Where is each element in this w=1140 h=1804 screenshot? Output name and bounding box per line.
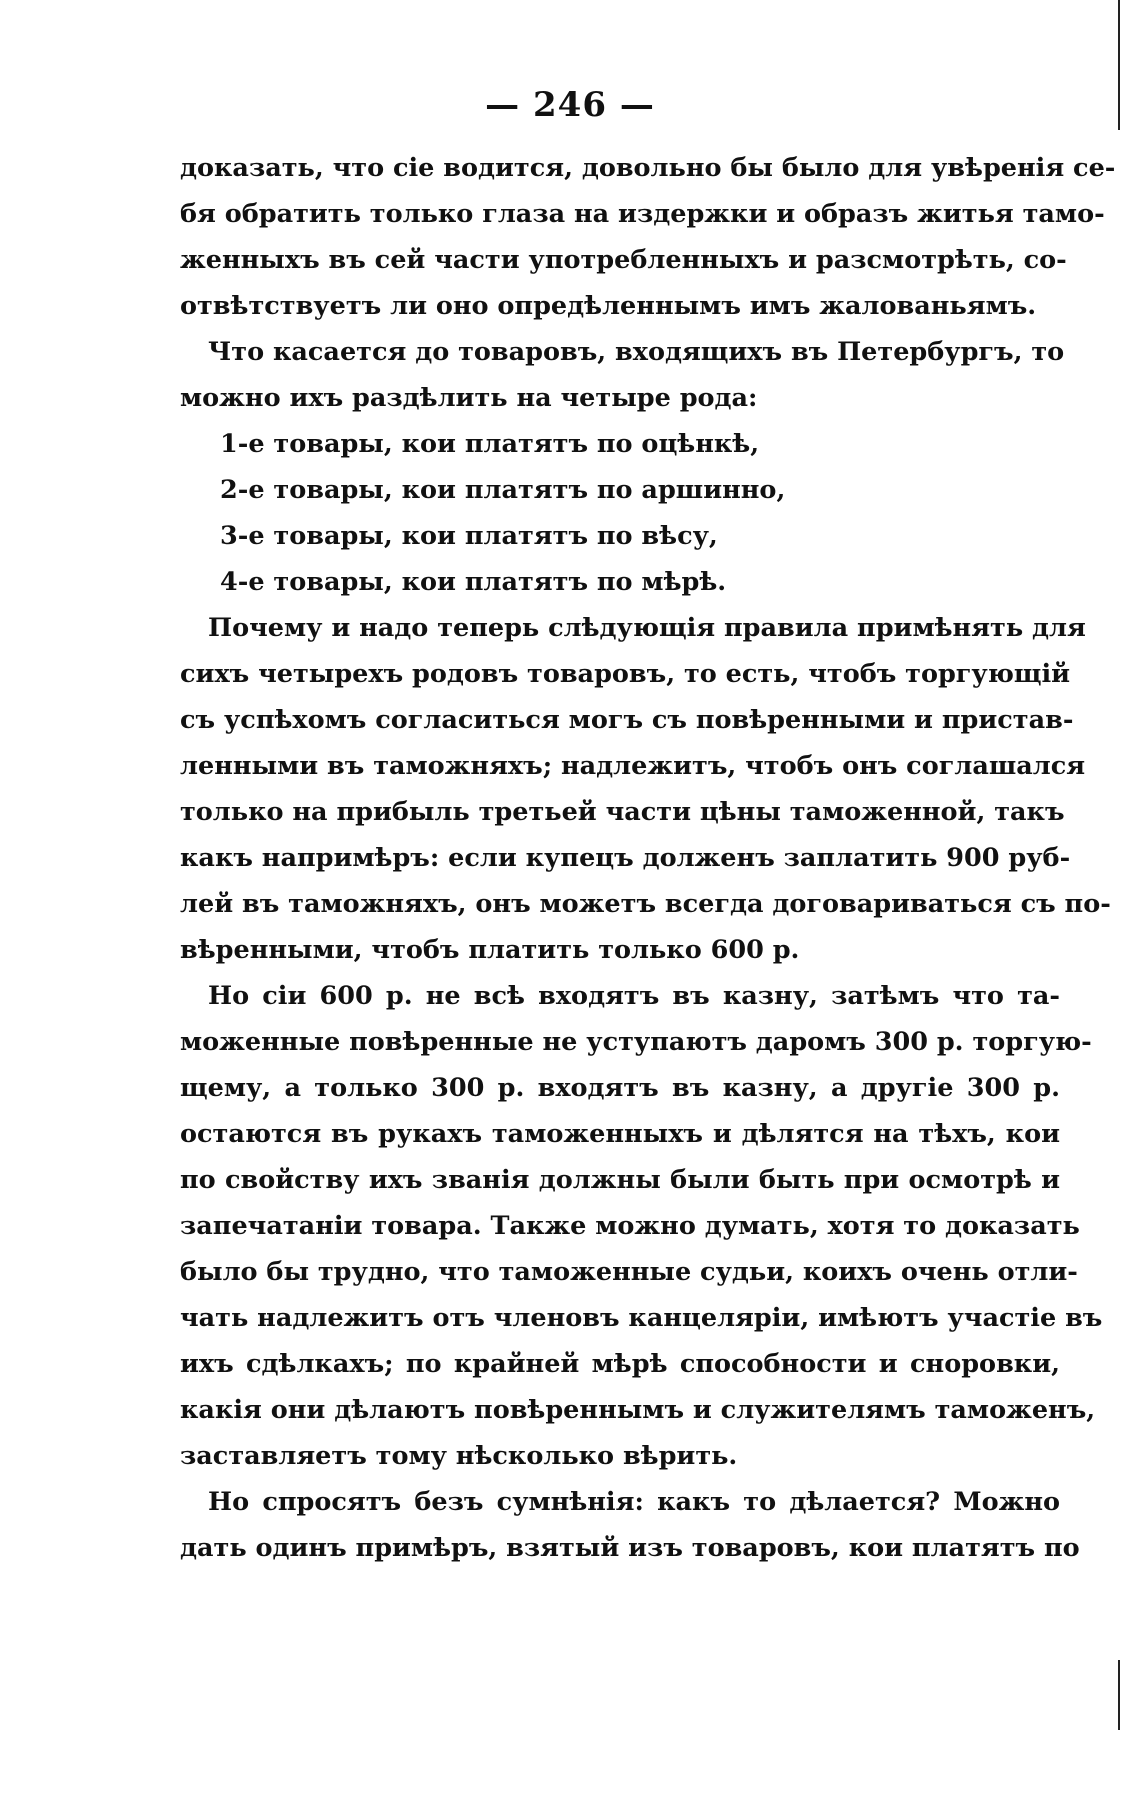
text-line: съ успѣхомъ согласиться могъ съ повѣренными и пристав- xyxy=(180,705,1074,735)
text-line: Почему и надо теперь слѣдующія правила примѣнять для xyxy=(208,613,1086,643)
text-line: бя обратить только глаза на издержки и образъ житья тамо- xyxy=(180,199,1105,229)
text-line: дать одинъ примѣръ, взятый изъ товаровъ, кои платятъ по xyxy=(180,1533,1080,1563)
scan-edge-line xyxy=(1118,1660,1120,1730)
text-line: лей въ таможняхъ, онъ можетъ всегда договариваться съ по- xyxy=(180,889,1111,919)
text-line: какія они дѣлаютъ повѣреннымъ и служителямъ таможенъ, xyxy=(180,1395,1096,1425)
text-line: женныхъ въ сей части употребленныхъ и разсмотрѣть, со- xyxy=(180,245,1067,275)
text-line: чать надлежитъ отъ членовъ канцеляріи, имѣютъ участіе въ xyxy=(180,1303,1103,1333)
text-line: сихъ четырехъ родовъ товаровъ, то есть, чтобъ торгующій xyxy=(180,659,1071,689)
text-line: вѣренными, чтобъ платить только 600 р. xyxy=(180,935,800,965)
text-line: какъ напримѣръ: если купецъ долженъ заплатить 900 руб- xyxy=(180,843,1071,873)
list-item: 1-е товары, кои платятъ по оцѣнкѣ, xyxy=(220,429,760,459)
text-line: отвѣтствуетъ ли оно опредѣленнымъ имъ жалованьямъ. xyxy=(180,291,1037,321)
text-line: можно ихъ раздѣлить на четыре рода: xyxy=(180,383,758,413)
text-line: щему, а только 300 р. входятъ въ казну, а другіе 300 р. xyxy=(180,1073,1060,1103)
text-line: Что касается до товаровъ, входящихъ въ Петербургъ, то xyxy=(208,337,1065,367)
text-line: было бы трудно, что таможенные судьи, коихъ очень отли- xyxy=(180,1257,1078,1287)
list-item: 4-е товары, кои платятъ по мѣрѣ. xyxy=(220,567,727,597)
text-line: моженные повѣренные не уступаютъ даромъ 300 р. торгую- xyxy=(180,1027,1092,1057)
text-line: Но спросятъ безъ сумнѣнія: какъ то дѣлается? Можно xyxy=(208,1487,1060,1517)
page-number: — 246 — xyxy=(485,85,655,125)
text-line: заставляетъ тому нѣсколько вѣрить. xyxy=(180,1441,738,1471)
text-line: ленными въ таможняхъ; надлежитъ, чтобъ онъ соглашался xyxy=(180,751,1086,781)
text-line: запечатаніи товара. Также можно думать, хотя то доказать xyxy=(180,1211,1080,1241)
body-text xyxy=(180,145,1116,1571)
text-line: ихъ сдѣлкахъ; по крайней мѣрѣ способности и сноровки, xyxy=(180,1349,1060,1379)
text-line: по свойству ихъ званія должны были быть при осмотрѣ и xyxy=(180,1165,1060,1195)
text-line: остаются въ рукахъ таможенныхъ и дѣлятся на тѣхъ, кои xyxy=(180,1119,1060,1149)
text-line: доказать, что сіе водится, довольно бы было для увѣренія се- xyxy=(180,153,1116,183)
list-item: 2-е товары, кои платятъ по аршинно, xyxy=(220,475,786,505)
text-line: только на прибыль третьей части цѣны таможенной, такъ xyxy=(180,797,1065,827)
list-item: 3-е товары, кои платятъ по вѣсу, xyxy=(220,521,718,551)
text-line: Но сіи 600 р. не всѣ входятъ въ казну, затѣмъ что та- xyxy=(208,981,1060,1011)
